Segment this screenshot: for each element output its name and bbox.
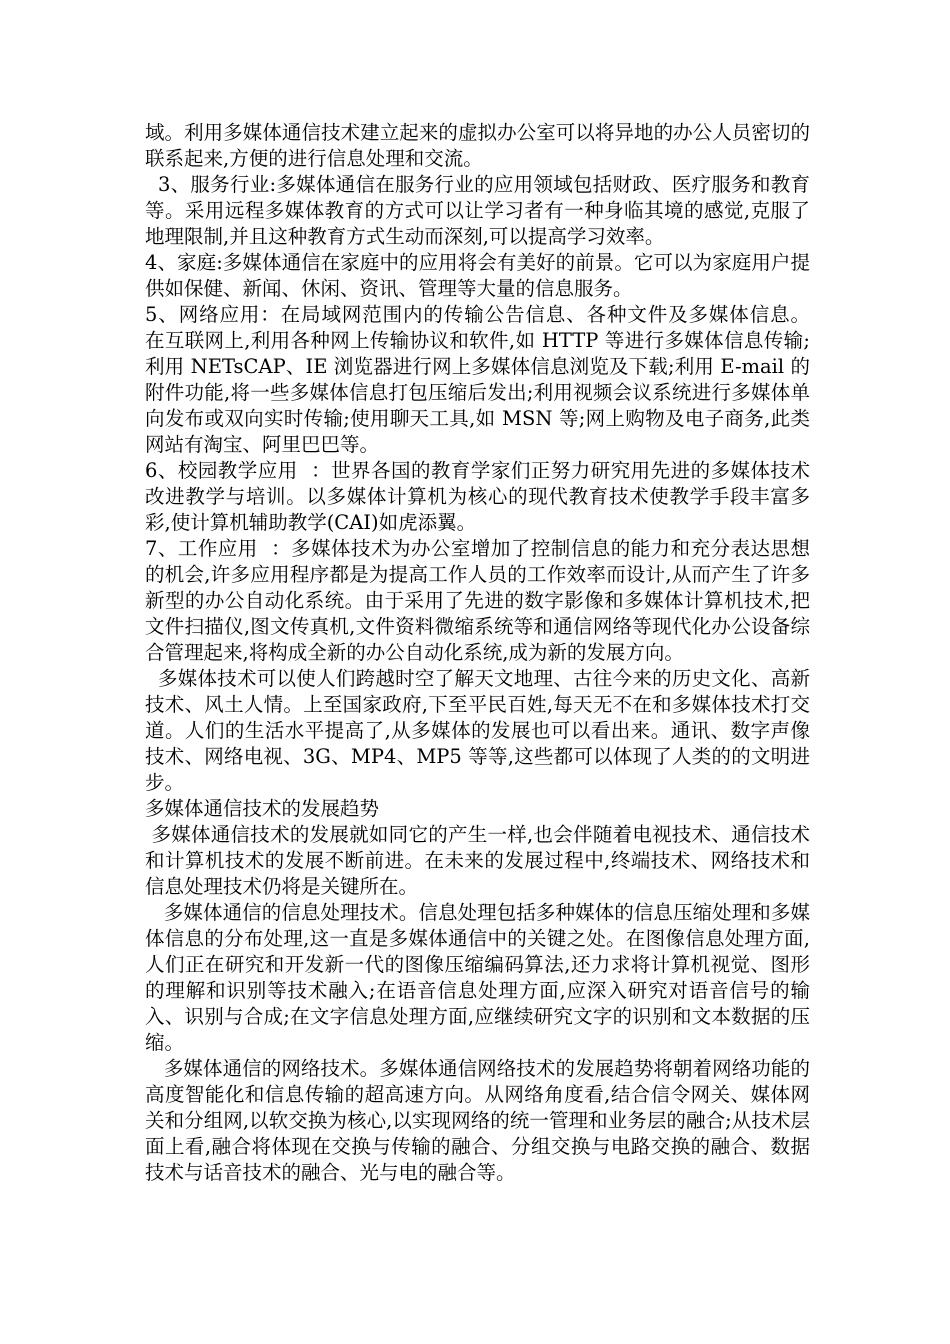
paragraph-multimedia-summary: 多媒体技术可以使人们跨越时空了解天文地理、古往今来的历史文化、高新技术、风土人情。上至国家政府,下至平民百姓,每天无不在和多媒体技术打交道。人们的生活水平提高了,从多媒体的发展也可以看出来。通讯、数字声像技术、网络电视、3G、MP4、MP5 等等,这些都可以体现了人类的的文明进步。 <box>145 667 810 794</box>
paragraph-campus-teaching: 6、校园教学应用 ：世界各国的教育学家们正努力研究用先进的多媒体技术改进教学与培训。以多媒体计算机为核心的现代教育技术使教学手段丰富多彩,使计算机辅助教学(CAI)如虎添翼。 <box>145 459 810 534</box>
section-heading: 多媒体通信技术的发展趋势 <box>145 797 380 820</box>
paragraph-work-application: 7、工作应用 ：多媒体技术为办公室增加了控制信息的能力和充分表达思想的机会,许多应用程序都是为提高工作人员的工作效率而设计,从而产生了许多新型的办公自动化系统。由于采用了先进的数字影像和多媒体计算机技术,把文件扫描仪,图文传真机,文件资料微缩系统等和通信网络等现代化办公设备综合管理起来,将构成全新的办公自动化系统,成为新的发展方向。 <box>145 537 810 664</box>
paragraph-network-technology: 多媒体通信的网络技术。多媒体通信网络技术的发展趋势将朝着网络功能的高度智能化和信息传输的超高速方向。从网络角度看,结合信令网关、媒体网关和分组网,以软交换为核心,以实现网络的统一管理和业务层的融合;从技术层面上看,融合将体现在交换与传输的融合、分组交换与电路交换的融合、数据技术与话音技术的融合、光与电的融合等。 <box>145 1057 810 1184</box>
paragraph-service-industry: 3、服务行业:多媒体通信在服务行业的应用领域包括财政、医疗服务和教育等。采用远程多媒体教育的方式可以让学习者有一种身临其境的感觉,克服了地理限制,并且这种教育方式生动而深刻,可以提高学习效率。 <box>145 173 810 248</box>
document-body <box>145 120 835 1186</box>
paragraph-network-application: 5、网络应用：在局域网范围内的传输公告信息、各种文件及多媒体信息。 在互联网上,利用各种网上传输协议和软件,如 HTTP 等进行多媒体信息传输;利用 NETsCAP、IE 浏览器进行网上多媒体信息浏览及下载;利用 E-mail 的附件功能,将一些多媒体信息打包压缩后发出;利用视频会议系统进行多媒体单向发布或双向实时传输;使用聊天工具,如 MSN 等;网上购物及电子商务,此类网站有淘宝、阿里巴巴等。 <box>145 303 835 456</box>
paragraph-virtual-office: 域。利用多媒体通信技术建立起来的虚拟办公室可以将异地的办公人员密切的联系起来,方便的进行信息处理和交流。 <box>145 121 810 170</box>
paragraph-information-processing: 多媒体通信的信息处理技术。信息处理包括多种媒体的信息压缩处理和多媒体信息的分布处理,这一直是多媒体通信中的关键之处。在图像信息处理方面,人们正在研究和开发新一代的图像压缩编码算法,还力求将计算机视觉、图形的理解和识别等技术融入;在语音信息处理方面,应深入研究对语音信号的输入、识别与合成;在文字信息处理方面,应继续研究文字的识别和文本数据的压缩。 <box>145 901 810 1054</box>
paragraph-trend-intro: 多媒体通信技术的发展就如同它的产生一样,也会伴随着电视技术、通信技术和计算机技术的发展不断前进。在未来的发展过程中,终端技术、网络技术和信息处理技术仍将是关键所在。 <box>145 823 810 898</box>
paragraph-home: 4、家庭:多媒体通信在家庭中的应用将会有美好的前景。它可以为家庭用户提供如保健、新闻、休闲、资讯、管理等大量的信息服务。 <box>145 251 810 300</box>
